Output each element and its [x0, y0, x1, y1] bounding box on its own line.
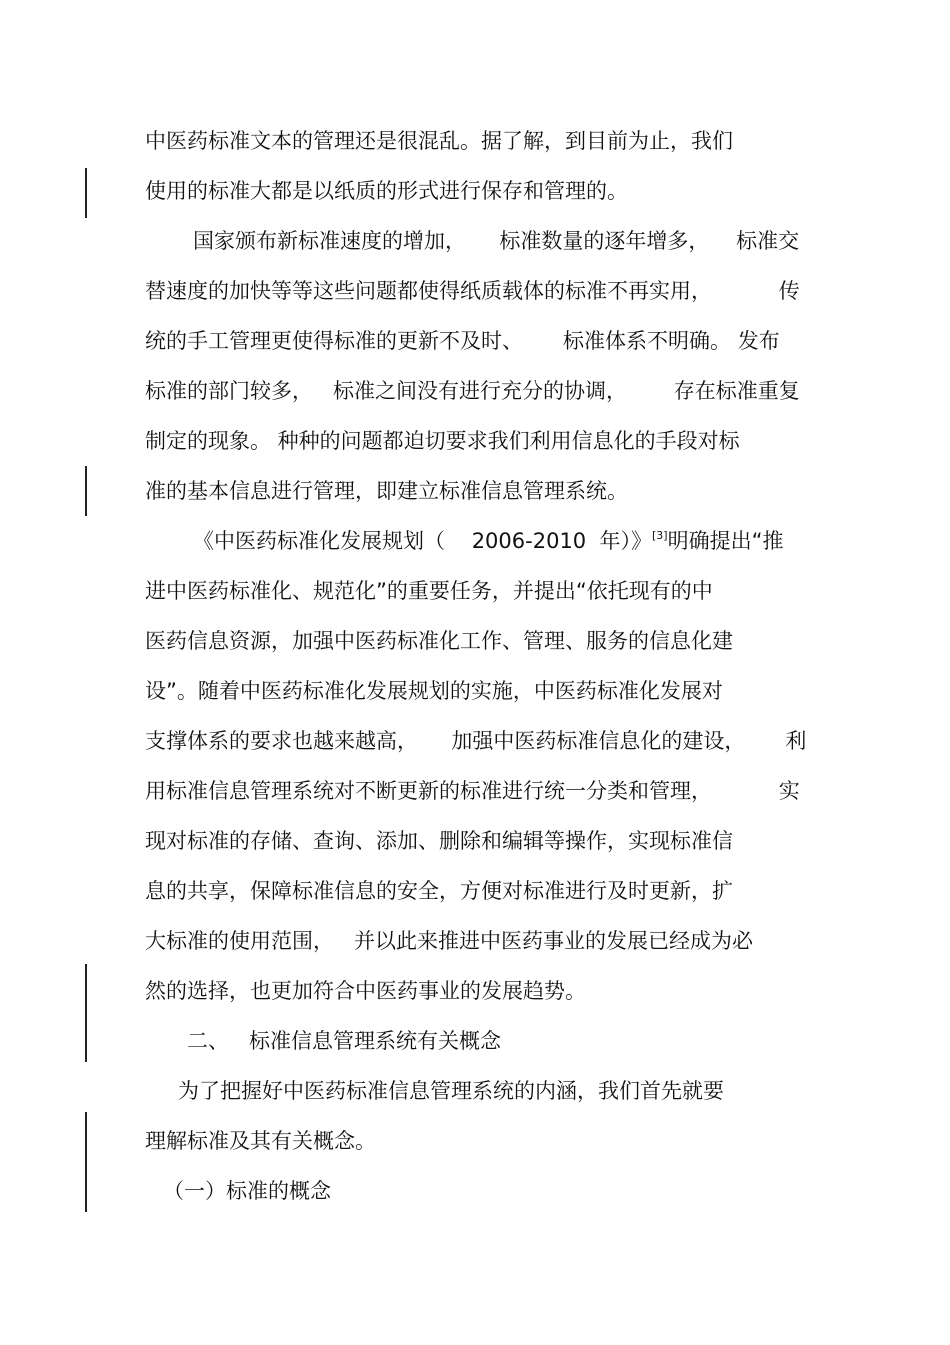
text-line: 替速度的加快等等这些问题都使得纸质载体的标准不再实用， 传 [145, 279, 800, 303]
text-line: 医药信息资源，加强中医药标准化工作、管理、服务的信息化建 [145, 629, 733, 653]
citation-reference: [3] [652, 529, 668, 542]
text-line: 国家颁布新标准速度的增加， 标准数量的逐年增多， 标准交 [193, 229, 800, 253]
text-line: 标准的部门较多， 标准之间没有进行充分的协调， 存在标准重复 [145, 379, 800, 403]
text-line: 进中医药标准化、规范化”的重要任务，并提出“依托现有的中 [145, 579, 713, 603]
text-line-with-citation [193, 527, 784, 555]
change-bar [85, 964, 87, 1062]
change-bar [85, 466, 87, 516]
text-line: 息的共享，保障标准信息的安全，方便对标准进行及时更新，扩 [145, 879, 733, 903]
subsection-heading: （一）标准的概念 [163, 1179, 331, 1203]
text-line: 制定的现象。 种种的问题都迫切要求我们利用信息化的手段对标 [145, 429, 740, 453]
text-line: 大标准的使用范围， 并以此来推进中医药事业的发展已经成为必 [145, 929, 754, 953]
text-line: 中医药标准文本的管理还是很混乱。据了解，到目前为止，我们 [145, 129, 733, 153]
text-line: 使用的标准大都是以纸质的形式进行保存和管理的。 [145, 179, 628, 203]
text-line: 现对标准的存储、查询、添加、删除和编辑等操作，实现标准信 [145, 829, 733, 853]
text-line: 准的基本信息进行管理，即建立标准信息管理系统。 [145, 479, 628, 503]
text-line: 支撑体系的要求也越来越高， 加强中医药标准信息化的建设， 利 [145, 729, 807, 753]
change-bar [85, 168, 87, 218]
text-segment: 《中医药标准化发展规划（ 2006-2010 年）》 [193, 529, 653, 553]
text-line: 统的手工管理更使得标准的更新不及时、 标准体系不明确。 发布 [145, 329, 780, 353]
text-line: 然的选择，也更加符合中医药事业的发展趋势。 [145, 979, 586, 1003]
text-line: 为了把握好中医药标准信息管理系统的内涵，我们首先就要 [178, 1079, 724, 1103]
text-line: 理解标准及其有关概念。 [145, 1129, 376, 1153]
text-line: 设”。随着中医药标准化发展规划的实施，中医药标准化发展对 [145, 679, 723, 703]
change-bar [85, 1112, 87, 1212]
section-heading: 二、 标准信息管理系统有关概念 [187, 1029, 502, 1053]
text-segment: 明确提出“推 [667, 529, 784, 553]
text-line: 用标准信息管理系统对不断更新的标准进行统一分类和管理， 实 [145, 779, 800, 803]
